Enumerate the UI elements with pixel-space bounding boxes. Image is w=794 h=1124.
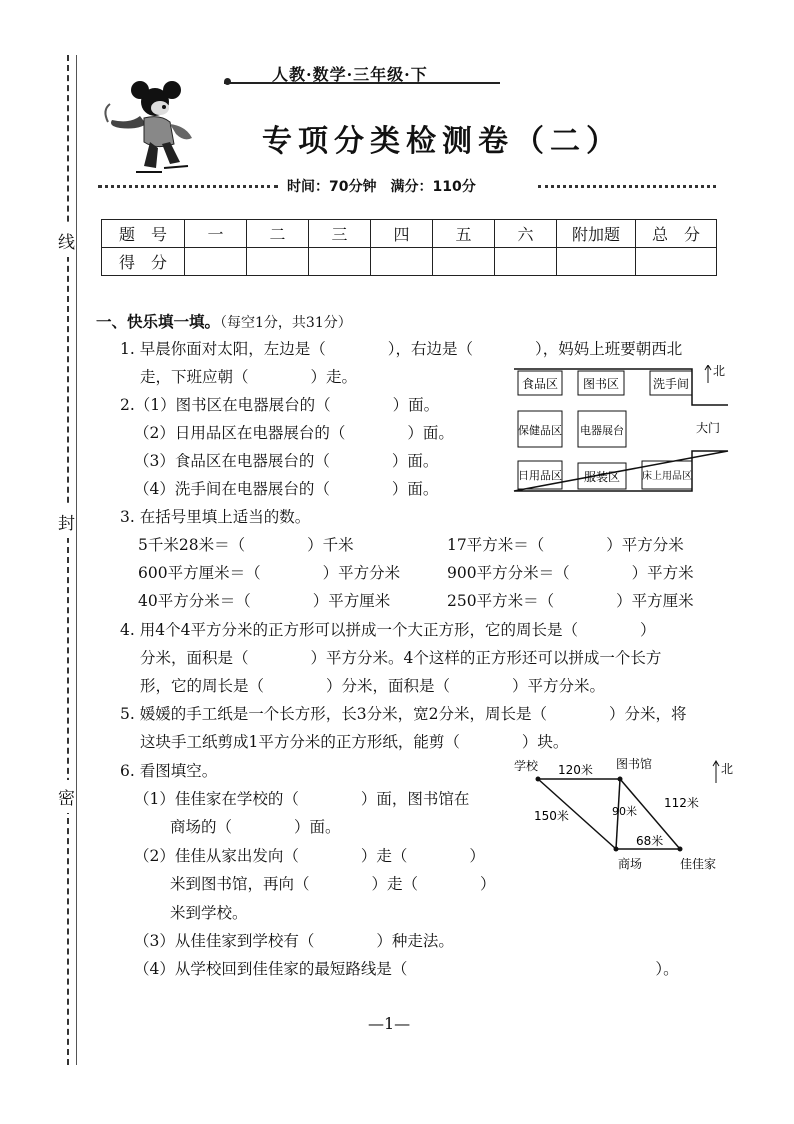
distance-mall-home: 68米 [636,834,664,848]
q5-line1: 5. 媛媛的手工纸是一个长方形，长3分米，宽2分米，周长是（ ）分米，将 [120,705,687,723]
score-input-cell[interactable] [495,248,557,276]
score-cell: 总 分 [636,220,717,248]
zone-label-food: 食品区 [521,377,559,391]
q6-sub3: （3）从佳佳家到学校有（ ）种走法。 [134,932,454,950]
time-info-row [98,176,716,196]
north-label: 北 [721,762,734,776]
q3-item: 600平方厘米＝（ ）平方分米 [138,564,401,582]
node-dot [614,847,619,852]
section-heading [96,312,352,333]
q3-item: 5千米28米＝（ ）千米 [138,536,354,554]
distance-school-library: 120米 [558,763,593,777]
q3-line1: 3. 在括号里填上适当的数。 [120,508,311,526]
q3-item: 17平方米＝（ ）平方分米 [447,536,684,554]
time-info: 时间：70分钟 满分：110分 [287,179,476,195]
zone-label-bedding: 床上用品区 [642,471,692,482]
score-input-cell[interactable] [371,248,433,276]
score-input-cell[interactable] [636,248,717,276]
q4-line1: 4. 用4个4平方分米的正方形可以拼成一个大正方形，它的周长是（ ） [120,621,656,639]
node-dot [618,777,623,782]
score-cell: 六 [495,220,557,248]
node-dot [678,847,683,852]
binding-solid-line [76,55,77,1065]
q5-line2: 这块手工纸剪成1平方分米的正方形纸，能剪（ ）块。 [140,733,569,751]
q2-line2: （2）日用品区在电器展台的（ ）面。 [134,424,454,442]
section-heading-note: （每空1分，共31分） [220,315,352,331]
q4-line3: 形，它的周长是（ ）分米，面积是（ ）平方分米。 [140,677,606,695]
place-mall: 商场 [618,857,643,871]
zone-label-books: 图书区 [582,377,620,391]
binding-dashed-line [67,55,69,1065]
score-input-cell[interactable] [433,248,495,276]
q3-item: 40平方分米＝（ ）平方厘米 [138,592,391,610]
binding-char-mi: 密 [58,780,75,813]
q6-line1: 6. 看图填空。 [120,762,218,780]
zone-label-restroom: 洗手间 [652,377,690,391]
route-map-diagram [510,755,740,880]
series-subtitle: 人教·数学·三年级·下 [272,65,428,84]
zone-label-electronics: 电器展台 [580,424,624,437]
q2-line4: （4）洗手间在电器展台的（ ）面。 [134,480,439,498]
score-cell: 题 号 [102,220,185,248]
q6-sub2a: （2）佳佳从家出发向（ ）走（ ） [134,847,485,865]
q6-sub4: （4）从学校回到佳佳家的最短路线是（ ）。 [134,960,679,978]
place-home: 佳佳家 [680,857,717,871]
q1-line2: 走，下班应朝（ ）走。 [140,368,358,386]
score-cell: 二 [247,220,309,248]
score-input-cell[interactable] [185,248,247,276]
mascot-illustration [100,80,210,180]
q2-line1: 2.（1）图书区在电器展台的（ ）面。 [120,396,440,414]
subtitle-underline [224,82,500,84]
q4-line2: 分米，面积是（ ）平方分米。4个这样的正方形还可以拼成一个长方 [140,649,662,667]
score-table-header-row [102,220,717,248]
zone-label-health: 保健品区 [518,424,562,437]
score-cell: 三 [309,220,371,248]
q3-item: 250平方米＝（ ）平方厘米 [447,592,694,610]
zone-label-daily: 日用品区 [518,469,562,482]
store-map-diagram [510,365,732,497]
dotted-rule-right [538,185,716,188]
q1-line1: 1. 早晨你面对太阳，左边是（ ），右边是（ ），妈妈上班要朝西北 [120,340,683,358]
binding-char-feng: 封 [58,505,75,538]
dotted-rule-left [98,185,278,188]
score-input-cell[interactable] [309,248,371,276]
section-heading-title: 一、快乐填一填。 [96,312,221,331]
distance-library-mall: 90米 [612,805,637,818]
score-input-cell[interactable] [247,248,309,276]
distance-library-home: 112米 [664,796,699,810]
place-school: 学校 [514,759,539,773]
binding-char-xian: 线 [58,224,75,257]
score-table-score-row [102,248,717,276]
score-cell: 一 [185,220,247,248]
distance-school-mall: 150米 [534,809,569,823]
q2-line3: （3）食品区在电器展台的（ ）面。 [134,452,439,470]
score-cell: 得 分 [102,248,185,276]
score-cell: 五 [433,220,495,248]
north-label: 北 [713,365,726,378]
q6-sub2c: 米到学校。 [170,904,248,922]
page-number: —1— [368,1014,411,1033]
zone-label-clothing: 服装区 [583,470,621,484]
q6-sub2b: 米到图书馆，再向（ ）走（ ） [170,875,496,893]
score-input-cell[interactable] [557,248,636,276]
node-dot [536,777,541,782]
q6-sub1a: （1）佳佳家在学校的（ ）面，图书馆在 [134,790,470,808]
q6-sub1b: 商场的（ ）面。 [170,818,341,836]
score-cell: 附加题 [557,220,636,248]
main-gate-label: 大门 [695,421,721,435]
place-library: 图书馆 [616,757,653,771]
page-title: 专项分类检测卷（二） [262,124,622,159]
q3-item: 900平方分米＝（ ）平方米 [447,564,694,582]
score-cell: 四 [371,220,433,248]
score-table [101,219,717,276]
